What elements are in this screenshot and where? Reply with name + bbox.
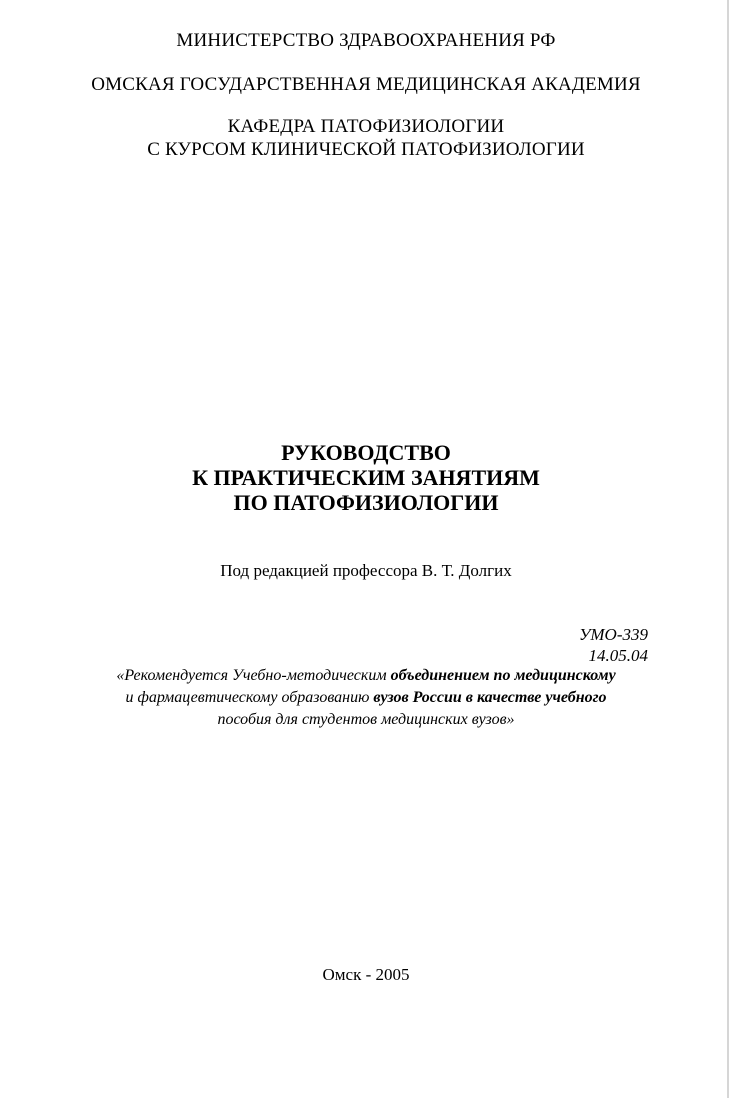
recommendation-line3: пособия для студентов медицинских вузов» bbox=[217, 711, 515, 728]
approval-code: УМО-339 bbox=[578, 625, 648, 644]
recommendation-line1-a: «Рекомендуется Учебно-методическим bbox=[116, 667, 391, 684]
editor-credit: Под редакцией профессора В. Т. Долгих bbox=[220, 561, 512, 580]
recommendation-line1-b: объединением по медицинскому bbox=[390, 667, 616, 684]
recommendation-line2-a: и фармацевтическому образованию bbox=[125, 689, 374, 706]
academy-heading: ОМСКАЯ ГОСУДАРСТВЕННАЯ МЕДИЦИНСКАЯ АКАДЕМИЯ bbox=[91, 74, 641, 95]
ministry-heading: МИНИСТЕРСТВО ЗДРАВООХРАНЕНИЯ РФ bbox=[176, 30, 556, 51]
approval-date: 14.05.04 bbox=[588, 646, 648, 665]
department-heading-line1: КАФЕДРА ПАТОФИЗИОЛОГИИ bbox=[227, 116, 505, 137]
recommendation-line2-b: вузов России в качестве учебного bbox=[373, 689, 607, 706]
title-line2: К ПРАКТИЧЕСКИМ ЗАНЯТИЯМ bbox=[192, 465, 540, 490]
recommendation-line1 bbox=[0, 667, 732, 685]
imprint: Омск - 2005 bbox=[322, 965, 410, 984]
department-heading-line2: С КУРСОМ КЛИНИЧЕСКОЙ ПАТОФИЗИОЛОГИИ bbox=[147, 139, 585, 160]
page-edge bbox=[727, 0, 729, 1098]
recommendation-line2 bbox=[0, 689, 732, 707]
title-line3: ПО ПАТОФИЗИОЛОГИИ bbox=[233, 490, 499, 515]
title-line1: РУКОВОДСТВО bbox=[281, 440, 451, 465]
